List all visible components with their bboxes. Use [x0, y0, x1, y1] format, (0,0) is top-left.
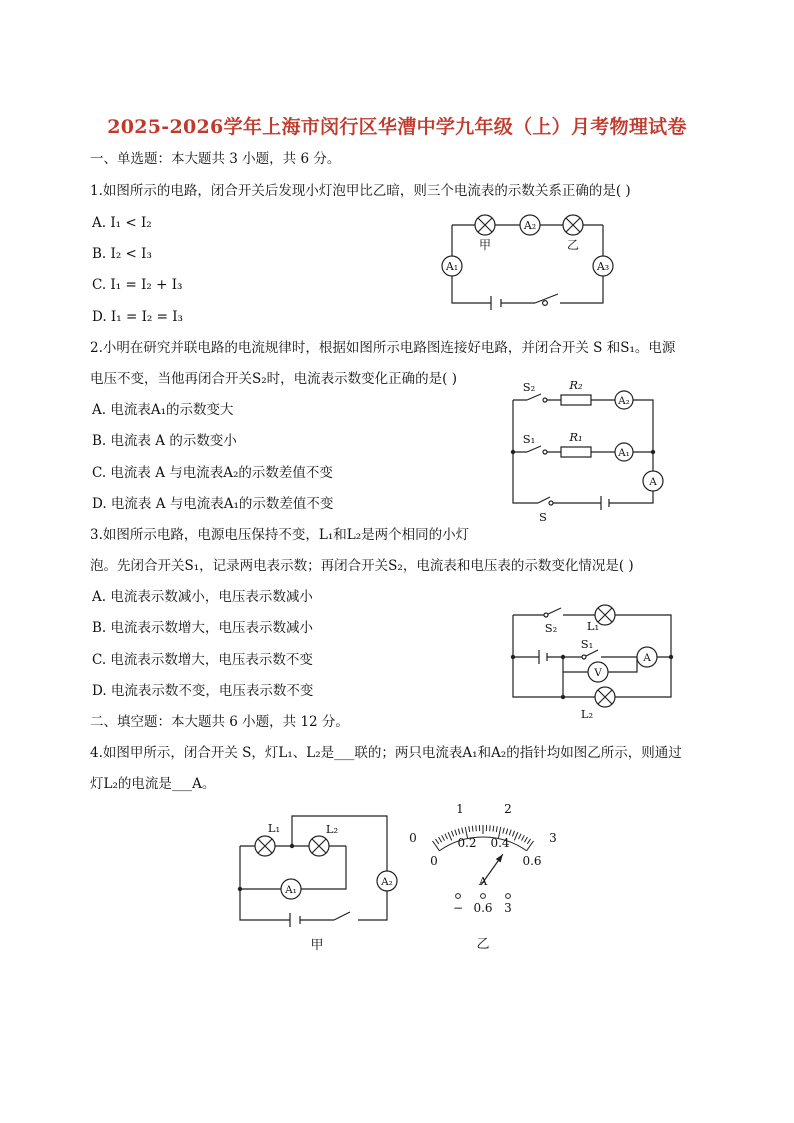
dial-tick [503, 828, 504, 834]
question-3-stem-line-1: 3.如图所示电路，电源电压保持不变，L₁和L₂是两个相同的小灯 [90, 527, 470, 543]
dial-tick [524, 837, 527, 842]
switch-s1-label: S₁ [522, 432, 536, 446]
dial-tick [445, 834, 448, 839]
top-scale-label-2: 2 [504, 802, 512, 816]
question-1-stem: 1.如图所示的电路，闭合开关后发现小灯泡甲比乙暗，则三个电流表的示数关系正确的是( ) [90, 183, 631, 199]
lamp-yi-label: 乙 [566, 238, 580, 252]
question-3-stem-line-2: 泡。先闭合开关S₁，记录两电表示数；再闭合开关S₂，电流表和电压表的示数变化情况是( ) [90, 558, 634, 574]
dial-tick [469, 826, 470, 832]
terminal-3-label: 3 [504, 901, 512, 915]
question-3-circuit-diagram [505, 600, 680, 725]
question-1-option-a: A. I₁ < I₂ [92, 215, 152, 231]
switch-s1-label: S₁ [580, 637, 594, 651]
figure-yi-caption: 乙 [476, 937, 490, 952]
bottom-scale-label-0-6: 0.6 [522, 854, 542, 868]
dial-tick [514, 832, 518, 840]
question-2-circuit-diagram [505, 375, 675, 525]
dial-tick [455, 830, 457, 836]
ammeter-a-label: A [649, 476, 657, 488]
section-heading-2: 二、填空题：本大题共 6 小题，共 12 分。 [90, 714, 349, 730]
lamp-l1-label: L₁ [267, 821, 281, 835]
question-2-option-b: B. 电流表 A 的示数变小 [92, 433, 237, 449]
terminal-0-6-label: 0.6 [473, 901, 493, 915]
dial-tick [458, 829, 460, 835]
switch-s-label: S [539, 510, 547, 524]
resistor-r2-label: R₂ [569, 378, 583, 392]
ammeter-a2-label: A₂ [381, 876, 393, 888]
question-2-option-d: D. 电流表 A 与电流表A₁的示数差值不变 [92, 496, 334, 512]
terminal-0-6 [481, 894, 486, 899]
dial-tick [472, 826, 473, 832]
resistor-r1-label: R₁ [569, 430, 583, 444]
dial-tick [496, 826, 497, 832]
bottom-scale-label-0: 0 [430, 854, 438, 868]
ammeter-a3-label: A₃ [596, 260, 610, 273]
page-title: 2025-2026学年上海市闵行区华漕中学九年级（上）月考物理试卷 [107, 116, 687, 138]
question-3-option-b: B. 电流表示数增大，电压表示数减小 [92, 620, 314, 636]
dial-tick [509, 830, 511, 836]
figure-jia-caption: 甲 [310, 938, 324, 953]
dial-tick [451, 831, 453, 837]
question-4-figure-yi-ammeter-dial [405, 795, 565, 955]
dial-tick [519, 834, 522, 839]
lamp-jia-label: 甲 [478, 238, 492, 252]
switch-s2-label: S₂ [522, 380, 536, 394]
question-4-stem-line-2: 灯L₂的电流是___A。 [90, 776, 216, 792]
ammeter-a2-label: A₂ [523, 219, 537, 232]
top-scale-label-3: 3 [549, 831, 557, 845]
dial-tick [527, 839, 530, 844]
dial-tick [442, 835, 445, 840]
lamp-l2-label: L₂ [580, 707, 594, 721]
question-2-option-a: A. 电流表A₁的示数变大 [92, 402, 234, 418]
dial-tick [439, 837, 442, 842]
terminal-negative-label: − [452, 901, 464, 915]
dial-tick [433, 841, 440, 851]
question-3-option-a: A. 电流表示数减小，电压表示数减小 [92, 589, 313, 605]
bottom-scale-label-0-4: 0.4 [490, 836, 510, 850]
question-1-option-d: D. I₁ = I₂ = I₃ [92, 309, 183, 325]
question-3-option-c: C. 电流表示数增大，电压表示数不变 [92, 652, 313, 668]
unit-label: A [478, 874, 488, 888]
voltmeter-v-label: V [594, 667, 602, 679]
dial-tick [522, 835, 525, 840]
ammeter-a1-label: A₁ [445, 260, 459, 273]
bottom-scale-label-0-2: 0.2 [457, 836, 477, 850]
ammeter-a-label: A [643, 652, 651, 664]
terminal-3 [506, 894, 511, 899]
dial-scale-arc [439, 837, 526, 851]
ammeter-a1-label: A₁ [618, 447, 630, 459]
dial-tick [512, 831, 514, 837]
lamp-l1-label: L₁ [586, 619, 600, 633]
question-4-stem-line-1: 4.如图甲所示，闭合开关 S，灯L₁、L₂是___联的；两只电流表A₁和A₂的指针均如图乙所示，则通过 [90, 745, 682, 761]
dial-tick [506, 829, 508, 835]
question-1-option-b: B. I₂ < I₃ [92, 246, 152, 262]
dial-tick [462, 828, 463, 834]
question-4-figure-jia-circuit [232, 808, 407, 953]
question-3-option-d: D. 电流表示数不变，电压表示数不变 [92, 683, 314, 699]
dial-tick [527, 841, 534, 851]
top-scale-label-1: 1 [456, 802, 464, 816]
terminal-negative [456, 894, 461, 899]
ammeter-a2-label: A₂ [618, 395, 630, 407]
section-heading-1: 一、单选题：本大题共 3 小题，共 6 分。 [90, 151, 341, 167]
ammeter-needle-arrowhead [496, 854, 503, 862]
question-2-option-c: C. 电流表 A 与电流表A₂的示数差值不变 [92, 465, 333, 481]
dial-tick [493, 826, 494, 832]
question-1-circuit-diagram [435, 205, 620, 310]
question-2-stem-line-1: 2.小明在研究并联电路的电流规律时，根据如图所示电路图连接好电路，并闭合开关 S 和S₁。电源 [90, 340, 676, 356]
dial-tick [436, 839, 439, 844]
question-2-stem-line-2: 电压不变，当他再闭合开关S₂时，电流表示数变化正确的是( ) [90, 371, 457, 387]
top-scale-label-0: 0 [409, 831, 417, 845]
switch-s2-label: S₂ [544, 621, 558, 635]
lamp-l2-label: L₂ [325, 822, 339, 836]
dial-tick [448, 832, 452, 840]
ammeter-a1-label: A₁ [285, 884, 297, 896]
question-1-option-c: C. I₁ = I₂ + I₃ [92, 277, 183, 293]
